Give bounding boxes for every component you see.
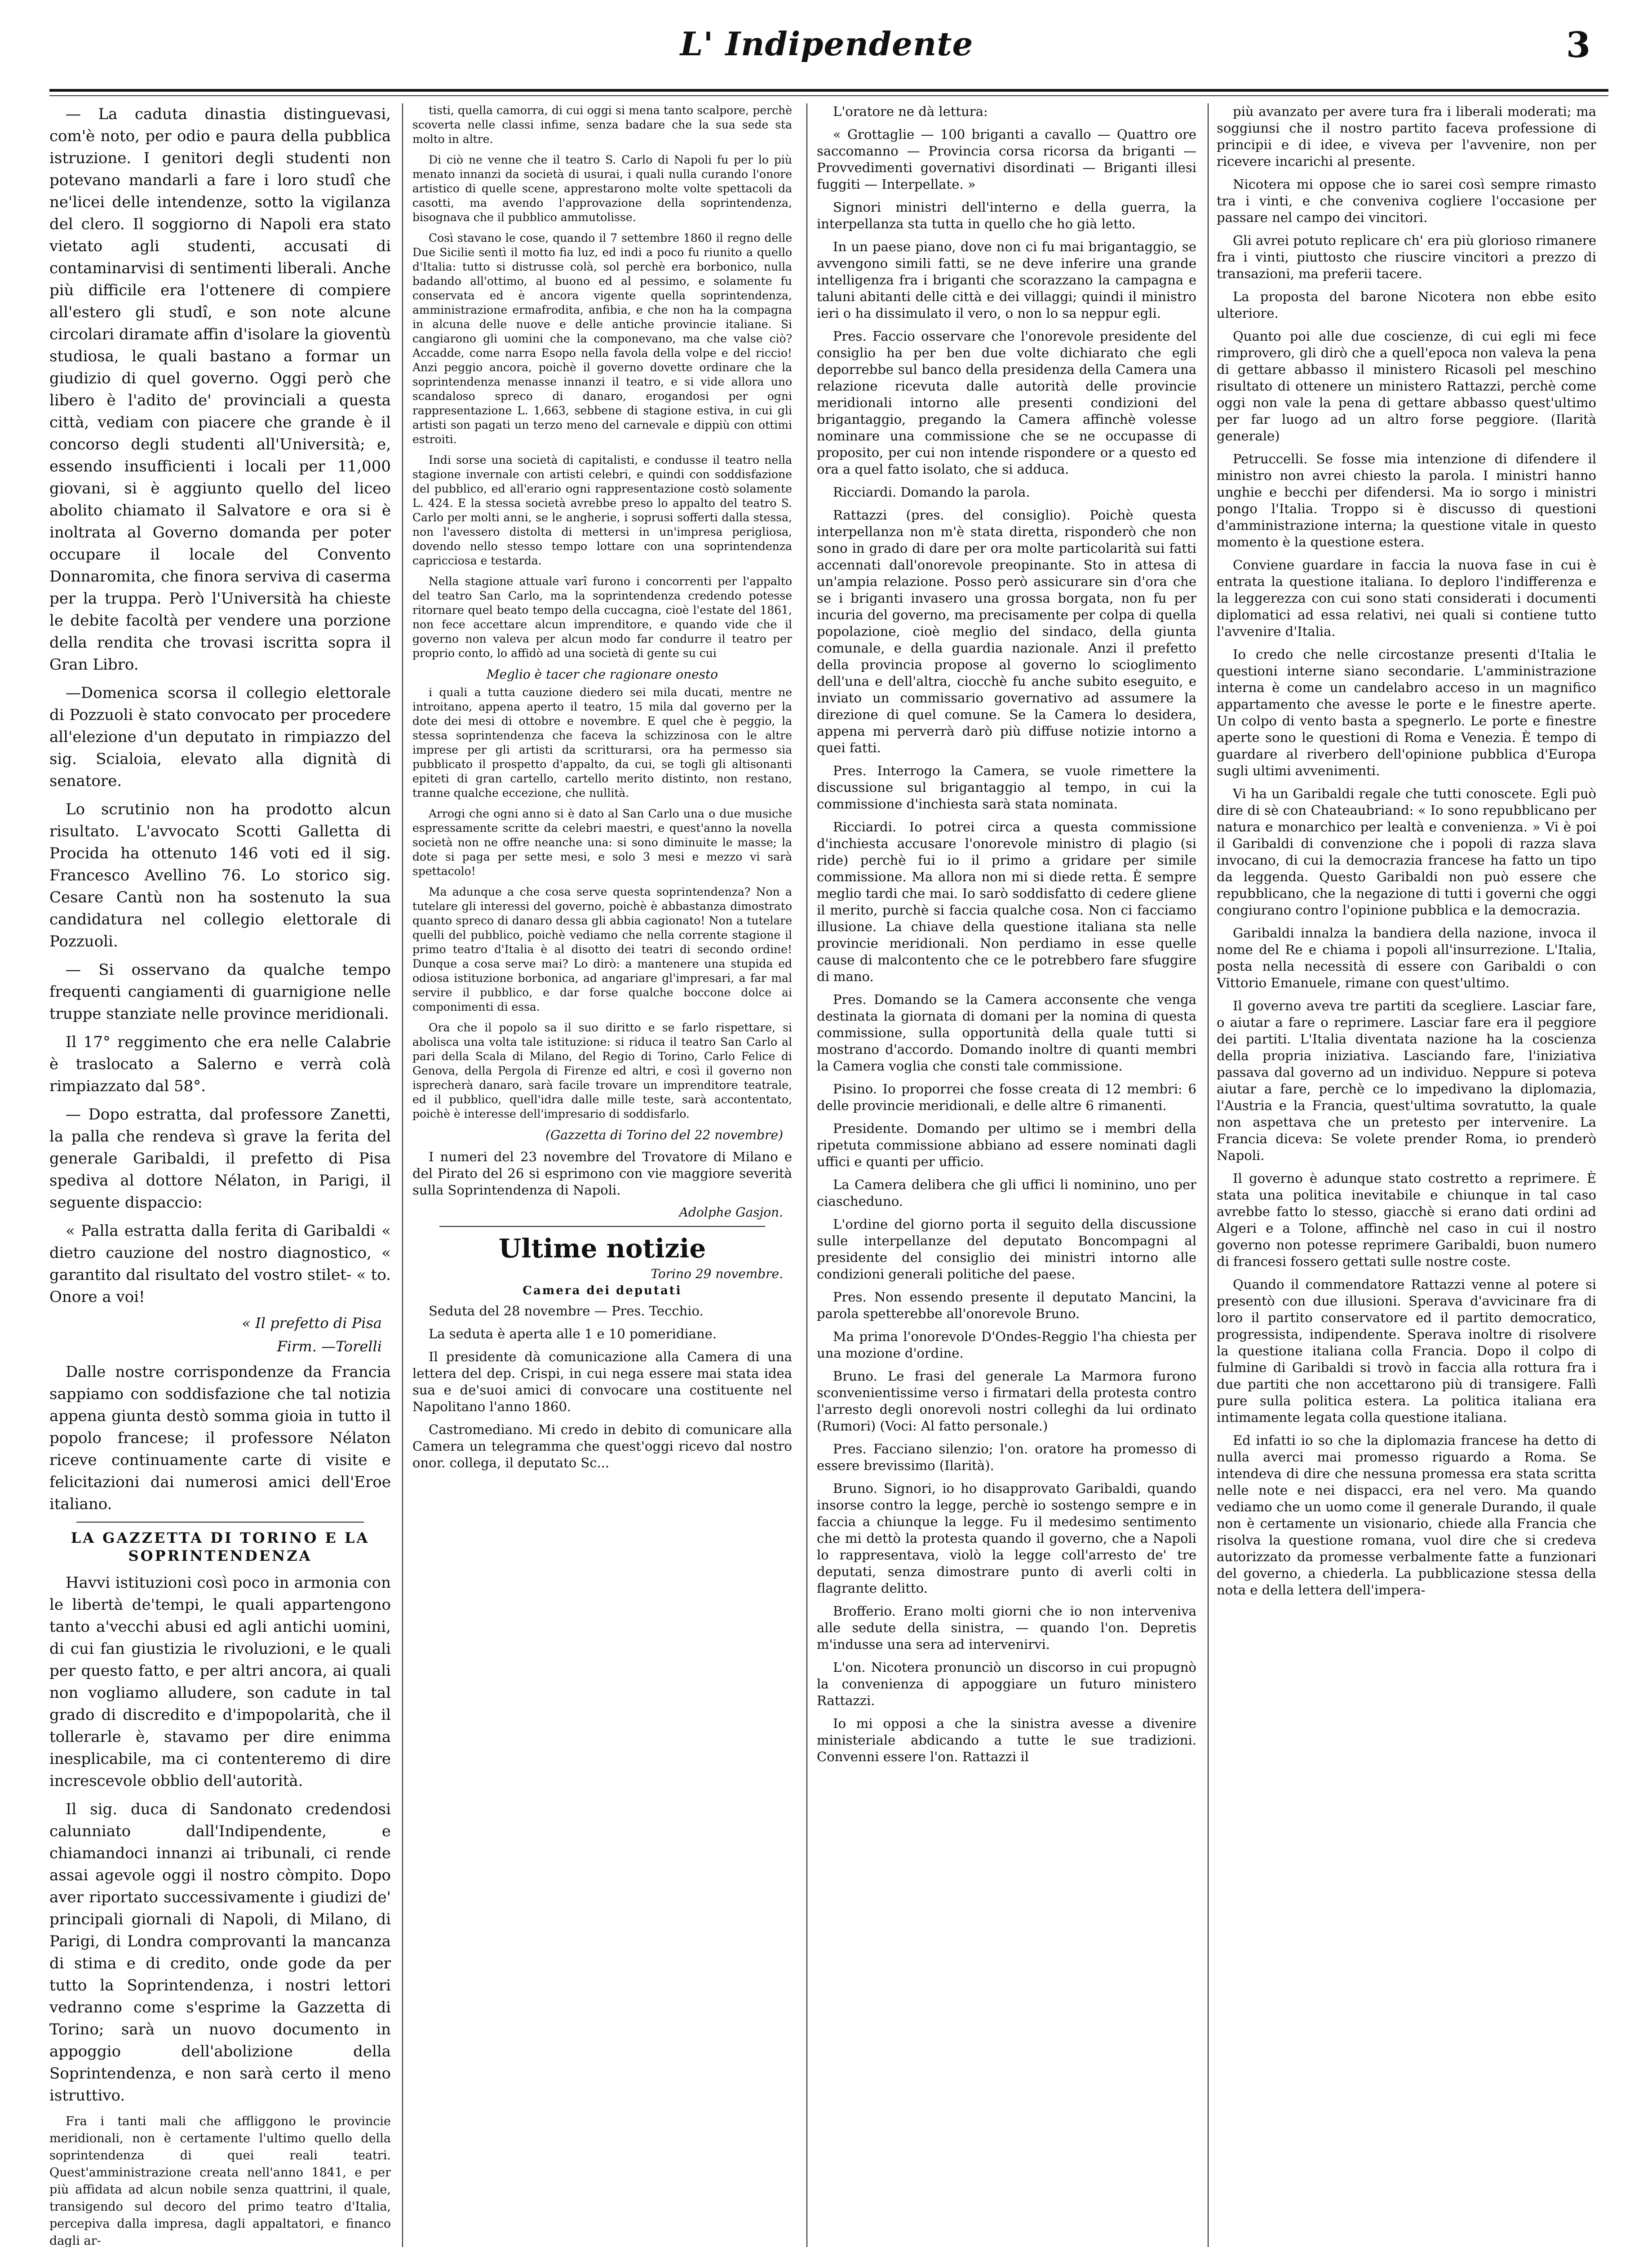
section-divider <box>76 1522 364 1523</box>
newspaper-title: L' Indipendente <box>680 25 974 63</box>
article-paragraph: Di ciò ne venne che il teatro S. Carlo di Napoli fu per lo più menato innanzi da società di usurai, i quali nulla curando l'onore artistico di quelle scene, apprestarono molte volte spettacoli da casotti, ma avendo l'approvazione della soprintendenza, bisognava che il pubblico ammutolisse. <box>412 153 792 224</box>
article-paragraph: Arrogi che ogni anno si è dato al San Carlo una o due musiche espressamente scritte da celebri maestri, e quest'anno la novella società non ne offre neanche una: si sono diminuite le masse; la dote si paga per sette mesi, e solo 3 mesi e mezzo vi sarà spettacolo! <box>412 807 792 878</box>
article-paragraph: Fra i tanti mali che affliggono le provincie meridionali, non è certamente l'ultimo quello della soprintendenza di quei reali teatri. Quest'amministrazione creata nell'anno 1841, e per più affidata ad alcun nobile senza quattrini, il quale, transigendo sul decoro del primo teatro d'Italia, percepiva dalla impresa, dagli appaltatori, e financo dagli ar- <box>49 2114 391 2247</box>
article-paragraph: —Domenica scorsa il collegio elettorale di Pozzuoli è stato convocato per procedere all'elezione d'un deputato in rimpiazzo del sig. Scialoia, elevato alla dignità di senatore. <box>49 684 391 790</box>
article-paragraph: Il sig. duca di Sandonato credendosi calunniato dall'Indipendente, e chiamandoci innanzi ai tribunali, ci rende assai agevole oggi il nostro còmpito. Dopo aver riportato successivamente i giudizi de' principali giornali di Napoli, di Milano, di Parigi, di Londra comprovanti la mancanza di stima e di credito, onde gode da per tutto la Soprintendenza, i nostri lettori vedranno come s'esprime la Gazzetta di Torino; sarà un nuovo documento in appoggio dell'abolizione della Soprintendenza, e non sarà certo il meno istruttivo. <box>49 1800 391 2105</box>
column-3 <box>817 103 1196 2247</box>
article-paragraph: Bruno. Le frasi del generale La Marmora furono sconvenientissime verso i firmatari della protesta contro l'arresto degli onorevoli nostri colleghi da lui ordinato (Rumori) (Voci: Al fatto personale.) <box>817 1368 1196 1434</box>
header-rule-thin <box>49 95 1608 96</box>
article-paragraph: I numeri del 23 novembre del Trovatore di Milano e del Pirato del 26 si esprimono con vie maggiore severità sulla Soprintendenza di Napoli. <box>412 1149 792 1198</box>
signature-line: Adolphe Gasjon. <box>679 1205 783 1220</box>
article-paragraph: Io credo che nelle circostanze presenti d'Italia le questioni interne siano secondarie. L'amministrazione interna è come un candelabro acceso in un magnifico appartamento che avesse le porte e le finestre aperte. Un colpo di vento basta a spegnerlo. Le porte e finestre aperte sono le questioni di Roma e Venezia. È tempo di guardare al riverbero dell'opinione pubblica d'Europa sugli ultimi avvenimenti. <box>1217 647 1596 778</box>
article-paragraph: L'on. Nicotera pronunciò un discorso in cui propugnò la convenienza di appoggiare un futuro ministero Rattazzi. <box>817 1660 1196 1708</box>
article-paragraph: Pres. Faccio osservare che l'onorevole presidente del consiglio ha per ben due volte dichiarato che egli deporrebbe sul banco della presidenza della Camera una relazione ricevuta dalle autorità delle provincie meridionali intorno alle presenti condizioni del brigantaggio, pregando la Camera affinchè volesse nominare una commissione che se ne occupasse di proposito, per cui non intende rispondere or a questo ed ora a quel fatto isolato, che si adduca. <box>817 329 1196 477</box>
section-divider <box>439 1226 765 1227</box>
article-paragraph: Ricciardi. Domando la parola. <box>833 484 1030 500</box>
article-paragraph: La proposta del barone Nicotera non ebbe esito ulteriore. <box>1217 289 1596 321</box>
article-paragraph: i quali a tutta cauzione diedero sei mila ducati, mentre ne introitano, appena aperto il teatro, 15 mila dal governo per la dote dei mesi di ottobre e novembre. E quel che è peggio, la stessa soprintendenza che faceva la schizzinosa con le altre imprese per gli artisti da scritturarsi, ora ha permesso sia pubblicato il prospetto d'appalto, da cui, se togli gli altisonanti epiteti di gran cartello, cartello merito distinto, non restano, tranne qualche eccezione, che nullità. <box>412 686 792 799</box>
article-paragraph: Quando il commendatore Rattazzi venne al potere si presentò con due illusioni. Sperava d'avvicinare fra di loro il partito conservatore ed il partito democratico, progressista, indipendente. Sperava inoltre di risolvere la questione italiana colla Francia. Dopo il colpo di fulmine di Garibaldi si trovò in faccia alla rottura fra i due partiti che non accettarono più di transigere. Fallì pure sulla politica estera. La politica italiana era intimamente legata colla questione italiana. <box>1217 1277 1596 1425</box>
column-divider <box>806 103 807 2247</box>
article-paragraph: Così stavano le cose, quando il 7 settembre 1860 il regno delle Due Sicilie sentì il motto fia luz, ed indi a poco fu riunito a quello d'Italia: tutto si distrusse colà, sol perchè era borbonico, nulla badando all'ottimo, al buono ed al pessimo, e solamente fu conservata ed è ancora vigente quella soprintendenza, amministrazione ermafrodita, anfibia, e che non ha la compagna in alcuna delle nuove e delle antiche provincie italiane. Si cangiarono gli uomini che la componevano, ma che valse ciò? Accadde, come narra Esopo nella favola della volpe e del riccio! Anzi peggio ancora, poichè il governo dovette ordinare che la soprintendenza menasse innanzi il teatro, e si vide allora uno scandaloso spreco di danaro, erogandosi per ogni rappresentazione L. 1,663, sebbene di stagione estiva, in cui gli artisti son pagati un terzo meno del carnevale e dippiù con ottimi estroiti. <box>412 231 792 446</box>
article-paragraph: Il governo è adunque stato costretto a reprimere. È stata una politica inevitabile e chiunque in tal caso avrebbe fatto lo stesso, giacchè si erano dati ordini ad Algeri e a Tolone, affinchè nel caso in cui il nostro governo non potesse reprimere Garibaldi, buon numero di francesi fossero gettati sulle nostre coste. <box>1217 1171 1596 1269</box>
article-paragraph: Castromediano. Mi credo in debito di comunicare alla Camera un telegramma che quest'oggi ricevo dal nostro onor. collega, il deputato Sc... <box>412 1422 792 1470</box>
column-2 <box>412 103 792 2247</box>
article-paragraph: Rattazzi (pres. del consiglio). Poichè questa interpellanza non m'è stata diretta, risponderò che non sono in grado di dare per ora molte particolarità sui fatti accennati dall'onorevole preopinante. Sto in attesa di un'ampia relazione. Posso però assicurare sin d'ora che se i briganti invasero una grossa borgata, non fu per incuria del governo, ma precisamente per colpa di quella popolazione, cioè meglio del sindaco, della giunta comunale, e della guardia nazionale. Anzi il prefetto della provincia propose al governo lo scioglimento dell'una e dell'altra, ciocchè fu anche subito eseguito, e inviato un commissario governativo ad assumere la direzione di quel comune. Se la Camera lo desidera, appena mi perverrà darò più diffuse notizie intorno a quei fatti. <box>817 507 1196 755</box>
article-paragraph: Ora che il popolo sa il suo diritto e se farlo rispettare, si abolisca una volta tale istituzione: si riduca il teatro San Carlo al pari della Scala di Milano, del Regio di Torino, Carlo Felice di Genova, della Pergola di Firenze ed altri, e così il governo non isprecherà danaro, sarà facile trovare un imprenditore teatrale, ed il pubblico, quell'idra dalle mille teste, sarà accontentato, poichè è interesse dell'impresario di soddisfarlo. <box>412 1021 792 1120</box>
article-paragraph: Lo scrutinio non ha prodotto alcun risultato. L'avvocato Scotti Galletta di Procida ha ottenuto 146 voti ed il sig. Francesco Avellino 76. Lo storico sig. Cesare Cantù non ha sostenuto la sua candidatura nel collegio elettorale di Pozzuoli. <box>49 800 391 950</box>
article-paragraph: Conviene guardare in faccia la nuova fase in cui è entrata la questione italiana. Io deploro l'indifferenza e la leggerezza con cui sono stati considerati i documenti diplomatici ad essa relativi, nei quali si contiene tutto l'avvenire d'Italia. <box>1217 557 1596 639</box>
dateline: Torino 29 novembre. <box>651 1266 783 1281</box>
article-paragraph: Nella stagione attuale varî furono i concorrenti per l'appalto del teatro San Carlo, ma la soprintendenza credendo potesse ritornare quel beato tempo della cuccagna, cioè l'estate del 1861, non fece accettare alcun imprenditore, e quando vide che il governo non valeva per alcun modo far condurre il teatro per proprio conto, lo affidò ad una società di gente su cui <box>412 575 792 660</box>
article-paragraph: Presidente. Domando per ultimo se i membri della ripetuta commissione abbiano ad essere nominati dagli uffici e quanti per ufficio. <box>817 1121 1196 1169</box>
article-paragraph: — Dopo estratta, dal professore Zanetti, la palla che rendeva sì grave la ferita del generale Garibaldi, il prefetto di Pisa spediva al dottore Nélaton, in Parigi, il seguente dispaccio: <box>49 1106 391 1212</box>
article-paragraph: Indi sorse una società di capitalisti, e condusse il teatro nella stagione invernale con artisti celebri, e quindi con soddisfazione del pubblico, ed all'erario ogni rappresentazione costò solamente L. 424. E la stessa società avrebbe preso lo appalto del teatro S. Carlo per molti anni, se le angherie, i soprusi sofferti dalla stessa, non l'avessero distolta di mettersi in un'impresa perigliosa, dovendo nello stesso tempo lottare con una soprintendenza capricciosa e testarda. <box>412 453 792 567</box>
column-divider <box>402 103 403 2247</box>
article-paragraph: In un paese piano, dove non ci fu mai brigantaggio, se avvengono simili fatti, se ne deve inferire una grande intelligenza fra i briganti che scorazzano la campagna e taluni abitanti delle città e dei villaggi; quindi il ministro ieri o ha dissimulato il vero, o non lo sa neppur egli. <box>817 239 1196 321</box>
article-paragraph: Ricciardi. Io potrei circa a questa commissione d'inchiesta accusare l'onorevole ministro di plagio (si ride) perchè fui io il primo a gridare per simile commissione. Ma allora non mi si diede retta. È sempre meglio tardi che mai. Io sarò soddisfatto di cedere gliene il merito, purchè si faccia qualche cosa. Non ci facciamo illusione. La chiave della questione italiana sta nelle provincie meridionali. Non perdiamo in esse quelle cause di malcontento che ce le potrebbero fare sfuggire di mano. <box>817 819 1196 984</box>
article-paragraph: La Camera delibera che gli uffici li nominino, uno per ciascheduno. <box>817 1177 1196 1209</box>
article-paragraph: La seduta è aperta alle 1 e 10 pomeridiane. <box>429 1326 717 1341</box>
session-header: Seduta del 28 novembre — Pres. Tecchio. <box>429 1303 704 1319</box>
article-paragraph: Io mi opposi a che la sinistra avesse a divenire ministeriale abdicando a tutte le sue tradizioni. Convenni essere l'on. Rattazzi il <box>817 1716 1196 1764</box>
article-paragraph: più avanzato per avere tura fra i liberali moderati; ma soggiunsi che il nostro partito faceva professione di principii e di idee, e viveva per l'avvenire, non per ricevere incarichi al presente. <box>1217 104 1596 169</box>
article-paragraph: L'ordine del giorno porta il seguito della discussione sulle interpellanze del deputato Boncompagni al presidente del consiglio dei ministri intorno alle condizioni generali politiche del paese. <box>817 1217 1196 1282</box>
article-paragraph: « Grottaglie — 100 briganti a cavallo — Quattro ore saccomanno — Provincia corsa ricorsa da briganti — Provvedimenti governativi disordinati — Briganti illesi fuggiti — Interpellate. » <box>817 127 1196 192</box>
page-number: 3 <box>1566 25 1590 66</box>
article-paragraph: — Si osservano da qualche tempo frequenti cangiamenti di guarnigione nelle truppe stanziate nelle province meridionali. <box>49 961 391 1023</box>
column-4 <box>1217 103 1596 2247</box>
article-paragraph: Il 17° reggimento che era nelle Calabrie è traslocato a Salerno e verrà colà rimpiazzato dal 58°. <box>49 1033 391 1095</box>
signature-line: Firm. —Torelli <box>277 1338 382 1355</box>
article-paragraph: Quanto poi alle due coscienze, di cui egli mi fece rimprovero, gli dirò che a quell'epoca non valeva la pena di gettare abbasso il ministero Ricasoli pel meschino risultato di ottenere un ministero Rattazzi, perchè come oggi non vale la pena di gettare abbasso quest'ultimo per far luogo ad un altro forse peggiore. (Ilarità generale) <box>1217 329 1596 444</box>
article-paragraph: Nicotera mi oppose che io sarei così sempre rimasto tra i vinti, e che conveniva cogliere l'occasione per passare nel campo dei vincitori. <box>1217 177 1596 225</box>
column-1 <box>49 103 391 2247</box>
article-paragraph: Petruccelli. Se fosse mia intenzione di difendere il ministro non avrei chiesto la parola. I ministri hanno unghie e becchi per difendersi. Ma io sorgo i ministri pongo l'Italia. Troppo si è discusso di questioni d'amministrazione interna; la questione vitale in questo momento è la questione estera. <box>1217 451 1596 550</box>
section-title-latest-news: Ultime notizie <box>498 1233 706 1264</box>
article-paragraph: Ed infatti io so che la diplomazia francese ha detto di nulla averci mai promesso riguardo a Roma. Se intendeva di dire che nessuna promessa era stata scritta nelle note e nei dispacci, era nel vero. Ma quando vediamo che un uomo come il generale Durando, il quale non è certamente un visionario, chiede alla Francia che risolva la questione romana, vuol dire che si credeva autorizzato da promesse verbalmente fatte a funzionari del governo, a chiederla. La pubblicazione stessa della nota e della lettera dell'impera- <box>1217 1433 1596 1598</box>
column-divider <box>1208 103 1209 2247</box>
header-rule <box>49 89 1608 92</box>
article-paragraph: Gli avrei potuto replicare ch' era più glorioso rimanere fra i vinti, piuttosto che riuscire vincitori a prezzo di transazioni, ma preferii tacere. <box>1217 233 1596 281</box>
article-paragraph: — La caduta dinastia distinguevasi, com'è noto, per odio e paura della pubblica istruzione. I genitori degli studenti non potevano mandarli a fare i loro studî che ne'licei delle intendenze, sotto la vigilanza del clero. Il soggiorno di Napoli era stato vietato agli studenti, accusati di contaminarvisi di sentimenti liberali. Anche più difficile era l'ottenere di compiere all'estero gli studî, e son note alcune circolari diramate affin d'isolare la gioventù studiosa, le quali bastano a formar un giudizio di quel governo. Oggi però che libero è l'adito de' provinciali a questa città, vediam con piacere che grande è il concorso degli studenti all'Università; e, essendo insufficienti i locali per 11,000 giovani, si è aggiunto quello del liceo abolito chiamato il Salvatore e ora si è inoltrata al Governo domanda per poter occupare il locale del Convento Donnaromita, che finora serviva di caserma per la truppa. Però l'Università ha chieste le debite facoltà per vendere una porzione della rendita che trovasi iscritta sopra il Gran Libro. <box>49 105 391 674</box>
quoted-verse: Meglio è tacer che ragionare onesto <box>486 667 718 682</box>
article-paragraph: L'oratore ne dà lettura: <box>833 104 988 119</box>
article-paragraph: tisti, quella camorra, di cui oggi si mena tanto scalpore, perchè scoverta nelle classi infime, senza badare che la sua sede sta molto in altre. <box>412 104 792 146</box>
masthead <box>58 25 1595 79</box>
article-paragraph: Signori ministri dell'interno e della guerra, la interpellanza sta tutta in quello che ho già letto. <box>817 200 1196 231</box>
article-paragraph: Dalle nostre corrispondenze da Francia sappiamo con soddisfazione che tal notizia appena giunta destò somma gioia in tutto il popolo francese; il professore Nélaton riceve continuamente carte di visite e felicitazioni dai numerosi amici dell'Eroe italiano. <box>49 1363 391 1513</box>
article-paragraph: Il presidente dà comunicazione alla Camera di una lettera del dep. Crispi, in cui nega essere mai stata idea sua e de'suoi amici di convocare una costituente nel Napolitano l'anno 1860. <box>412 1349 792 1414</box>
signature-line: « Il prefetto di Pisa <box>242 1314 382 1332</box>
article-paragraph: Pres. Facciano silenzio; l'on. oratore ha promesso di essere brevissimo (Ilarità). <box>817 1441 1196 1473</box>
article-paragraph: Brofferio. Erano molti giorni che io non interveniva alle sedute della sinistra, — quando l'on. Depretis m'indusse una sera ad intervenirvi. <box>817 1603 1196 1652</box>
section-title: LA GAZZETTA DI TORINO E LA SOPRINTENDENZA <box>71 1529 370 1564</box>
subheading: Camera dei deputati <box>523 1284 682 1297</box>
source-citation: (Gazzetta di Torino del 22 novembre) <box>545 1128 783 1142</box>
article-paragraph: Pres. Domando se la Camera acconsente che venga destinata la giornata di domani per la nomina di questa commissione, sulla opportunità della quale tutti si mostrano d'accordo. Domando inoltre di quanti membri la Camera voglia che consti tale commissione. <box>817 992 1196 1074</box>
article-paragraph: Pres. Interrogo la Camera, se vuole rimettere la discussione sul brigantaggio al tempo, in cui la commissione d'inchiesta sarà stata nominata. <box>817 763 1196 812</box>
article-paragraph: Il governo aveva tre partiti da scegliere. Lasciar fare, o aiutar a fare o reprimere. Lasciar fare era il peggiore dei partiti. L'Italia diventata nazione ha la coscienza della propria iniziativa. Lasciando fare, l'iniziativa passava dal governo ad un individuo. Neppure si poteva aiutar a fare, perchè ce lo impedivano la diplomazia, l'Austria e la Francia, quest'ultima sovratutto, la quale non aspettava che un pretesto per intervenire. La Francia diceva: Se volete prender Roma, io prenderò Napoli. <box>1217 998 1596 1163</box>
article-paragraph: Vi ha un Garibaldi regale che tutti conoscete. Egli può dire di sè con Chateaubriand: « Io sono repubblicano per natura e monarchico per lealtà e convenienza. » Vi è poi il Garibaldi di convenzione che i popoli di razza slava invocano, di cui la democrazia francese ha fatto un tipo da leggenda. Questo Garibaldi non può essere che repubblicano, che la negazione di tutti i governi che oggi congiurano contro l'opinione pubblica e la democrazia. <box>1217 786 1596 918</box>
article-paragraph: Ma prima l'onorevole D'Ondes-Reggio l'ha chiesta per una mozione d'ordine. <box>817 1329 1196 1361</box>
article-paragraph: Pisino. Io proporrei che fosse creata di 12 membri: 6 delle provincie meridionali, e delle altre 6 rimanenti. <box>817 1081 1196 1113</box>
article-paragraph: Havvi istituzioni così poco in armonia con le libertà de'tempi, le quali appartengono tanto a'vecchi abusi ed agli antichi uomini, di cui fan giustizia le rivoluzioni, e le quali per questo fatto, e per altri ancora, ai quali non vogliamo alludere, son cadute in tal grado di discredito e d'impopolarità, che il tollerarle è, stavamo per dire enimma inesplicabile, ma ci contenteremo di dire increscevole obblio dell'autorità. <box>49 1574 391 1790</box>
article-paragraph: Bruno. Signori, io ho disapprovato Garibaldi, quando insorse contro la legge, perchè io sostengo sempre e in faccia a chiunque la legge. Fu il medesimo sentimento che mi dettò la protesta quando il governo, che a Napoli lo rappresentava, violò la legge coll'arresto de' tre deputati, senza dimostrare punto di averli colti in flagrante delitto. <box>817 1481 1196 1596</box>
article-paragraph: Ma adunque a che cosa serve questa soprintendenza? Non a tutelare gli interessi del governo, poichè è abbastanza dimostrato quanto spreco di danaro dessa gli abbia cagionato! Non a tutelare quelli del pubblico, poichè vediamo che nella corrente stagione il primo teatro d'Italia è al disotto dei teatri di secondo ordine! Dunque a cosa serve mai? Lo dirò: a mantenere una stupida ed odiosa istituzione borbonica, ad angariare gl'impresari, a far mal servire il pubblico, e dar forse qualche boccone dolce ai componimenti di essa. <box>412 885 792 1013</box>
article-paragraph: Garibaldi innalza la bandiera della nazione, invoca il nome del Re e chiama i popoli all'insurrezione. L'Italia, posta nella necessità di essere con Garibaldi o con Vittorio Emanuele, rimane con quest'ultimo. <box>1217 925 1596 990</box>
telegram-text: « Palla estratta dalla ferita di Garibaldi « dietro cauzione del nostro diagnostico, « garantito dal risultato del vostro stilet- « to. Onore a voi! <box>49 1222 391 1306</box>
article-paragraph: Pres. Non essendo presente il deputato Mancini, la parola spetterebbe all'onorevole Bruno. <box>817 1289 1196 1321</box>
